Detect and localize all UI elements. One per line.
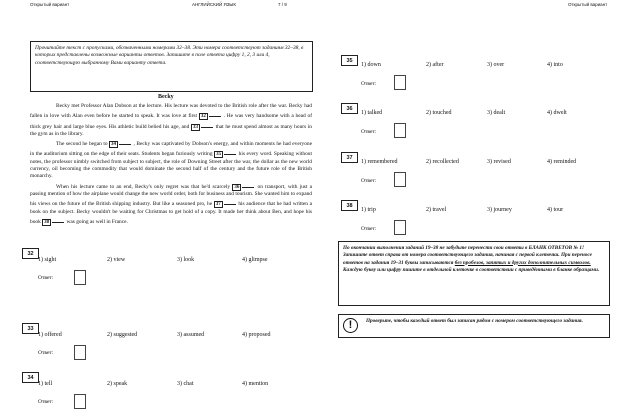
text-fragment: When his lecture came to an end, Becky's only regret was that he'd scarcely [56, 183, 231, 190]
option-4[interactable]: 4) proposed [242, 332, 271, 338]
gap-line [119, 138, 131, 145]
instruction-box: Прочитайте текст с пропусками, обозначенными номерами 32–38. Эти номера соответствуют заданиям 32–38, в которых представлены возможные варианты ответов. Запишите в поле ответа цифру 1, 2, 3 или 4, соответствующую выбранному Вами варианту ответа. [30, 41, 313, 92]
option-4[interactable]: 4) mention [242, 381, 269, 387]
transfer-reminder [338, 241, 610, 306]
reading-text [30, 103, 312, 226]
option-2[interactable]: 2) touched [426, 110, 452, 116]
answer-box[interactable] [74, 394, 86, 409]
question-number: 33 [22, 323, 39, 334]
option-3[interactable]: 3) journey [487, 207, 512, 213]
gap-line [209, 110, 221, 117]
text-fragment: . He was very handsome with a head of thick grey hair and large blue eyes. His athletic build belied his age, and [30, 113, 312, 130]
exclamation-icon: ! [343, 318, 358, 333]
question-37 [341, 152, 611, 192]
header-right: Открытый вариант [568, 2, 608, 7]
option-3[interactable]: 3) chat [177, 381, 194, 387]
answer-box[interactable] [394, 123, 406, 138]
answer-box[interactable] [74, 345, 86, 360]
option-3[interactable]: 3) look [177, 257, 195, 263]
header-page: 7 / 9 [278, 2, 287, 7]
paragraph-3 [30, 181, 312, 226]
gap-37: 37 [215, 202, 221, 208]
answer-label: Ответ: [38, 350, 54, 356]
option-4[interactable]: 4) reminded [547, 159, 577, 165]
check-text: Проверьте, чтобы каждый ответ был записан рядом с номером соответствующего задания. [366, 318, 583, 324]
reminder-underlined: без пробелов, запятых и других дополнительных символов. [454, 259, 591, 266]
option-3[interactable]: 3) dealt [487, 110, 506, 116]
option-2[interactable]: 2) recollected [426, 159, 459, 165]
header-left: Открытый вариант [30, 2, 70, 7]
question-number: 38 [341, 200, 358, 211]
gap-36: 36 [234, 184, 240, 190]
option-4[interactable]: 4) tour [547, 207, 564, 213]
question-38 [341, 200, 611, 240]
gap-34: 34 [111, 142, 117, 148]
gap-35: 35 [216, 152, 222, 158]
text-fragment: his every word. Speaking without notes, the professor nimbly switched from subject to subject, the role of Downing Street after the war, the dollar as the new world currency, oil becoming the commodity that would dominate the second half of the century and the future role of the British monarchy. [30, 151, 312, 180]
gap-line [201, 121, 213, 128]
option-2[interactable]: 2) view [107, 257, 126, 263]
answer-box[interactable] [394, 220, 406, 235]
text-fragment: his audience that he had written a book on the subject. Becky wouldn't be waiting for Christmas to get hold of a copy. It made her think about Ben, and hope his book [30, 201, 312, 225]
question-number: 34 [22, 372, 39, 383]
question-number: 37 [341, 152, 358, 163]
gap-line [224, 198, 236, 205]
reminder-text: По окончании выполнения заданий 19–38 не забудьте перенести свои ответы в БЛАНК ОТВЕТОВ № 1! Запишите ответ справа от номера соответствующего задания, начиная с первой клеточки. При переносе ответов на задания 19–31 буквы записываются [343, 245, 592, 266]
question-number: 32 [22, 248, 39, 259]
question-number: 36 [341, 103, 358, 114]
answer-label: Ответ: [361, 129, 377, 135]
question-32 [22, 248, 312, 288]
option-1[interactable]: 1) offered [38, 332, 62, 338]
gap-line [52, 216, 64, 223]
gap-line [224, 148, 236, 155]
text-fragment: that he must spend almost as many hours in the gym as in the library. [30, 123, 312, 137]
question-36 [341, 103, 611, 143]
option-4[interactable]: 4) glimpse [242, 257, 268, 263]
option-1[interactable]: 1) trip [361, 207, 376, 213]
reminder-text: Каждую букву или цифру пишите в отдельной клеточке в соответствии с приведёнными в бланке образцами. [343, 266, 600, 273]
option-4[interactable]: 4) into [547, 62, 563, 68]
gap-38: 38 [44, 219, 50, 225]
option-1[interactable]: 1) tell [38, 381, 53, 387]
gap-line [242, 181, 254, 188]
option-2[interactable]: 2) after [426, 62, 444, 68]
answer-label: Ответ: [361, 226, 377, 232]
option-2[interactable]: 2) suggested [107, 332, 138, 338]
check-notice [338, 314, 610, 338]
answer-label: Ответ: [38, 275, 54, 281]
header-subject: АНГЛИЙСКИЙ ЯЗЫК [192, 2, 237, 7]
option-1[interactable]: 1) talked [361, 110, 383, 116]
option-3[interactable]: 3) assumed [177, 332, 205, 338]
answer-box[interactable] [394, 172, 406, 187]
paragraph-1 [30, 103, 312, 138]
answer-label: Ответ: [361, 178, 377, 184]
question-34 [22, 372, 312, 412]
option-2[interactable]: 2) travel [426, 207, 447, 213]
answer-label: Ответ: [361, 81, 377, 87]
option-3[interactable]: 3) revised [487, 159, 511, 165]
gap-32: 32 [200, 114, 206, 120]
text-fragment: , Becky was captivated by Dobson's energy, and within moments he had everyone in the auditorium sitting on the edge of their seats. Students began furiously writing [30, 141, 312, 158]
option-4[interactable]: 4) dwelt [547, 110, 567, 116]
answer-label: Ответ: [38, 399, 54, 405]
text-fragment: Becky met Professor Alan Dobson at the lecture. His lecture was devoted to the British role after the war. Becky had fallen in love with Alan even before he started to speak. It was love at first [30, 103, 312, 120]
text-fragment: on transport, with just a passing mention of how the airplane would change the new world order, both for business and tourism. She wanted him to expand his views on the future of the British shipping industry. But like a seasoned pro, he [30, 183, 312, 208]
text-fragment: was going as well in France. [66, 218, 128, 225]
answer-box[interactable] [394, 75, 406, 90]
question-number: 35 [341, 55, 358, 66]
answer-box[interactable] [74, 270, 86, 285]
paragraph-2 [30, 138, 312, 180]
question-35 [341, 55, 611, 95]
option-1[interactable]: 1) sight [38, 257, 57, 263]
text-title: Becky [158, 94, 174, 100]
question-33 [22, 323, 312, 363]
option-1[interactable]: 1) down [361, 62, 381, 68]
option-3[interactable]: 3) over [487, 62, 505, 68]
option-2[interactable]: 2) speak [107, 381, 128, 387]
option-1[interactable]: 1) remembered [361, 159, 398, 165]
text-fragment: The second he began to [56, 141, 108, 148]
gap-33: 33 [192, 124, 198, 130]
